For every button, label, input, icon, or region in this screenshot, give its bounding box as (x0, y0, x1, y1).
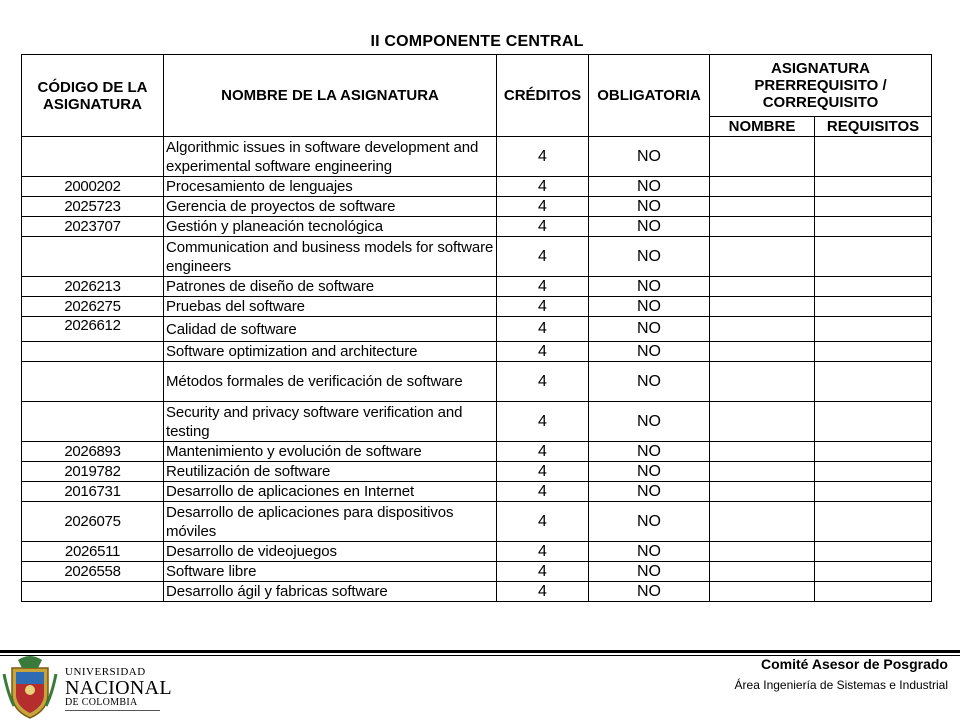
courses-table-body (22, 137, 932, 602)
prereq-name-cell (710, 402, 815, 442)
table-row (22, 442, 932, 462)
table-row (22, 542, 932, 562)
course-credits: 4 (497, 217, 589, 237)
course-name: Pruebas del software (164, 297, 497, 317)
course-credits: 4 (497, 237, 589, 277)
course-mandatory: NO (589, 342, 710, 362)
course-name: Patrones de diseño de software (164, 277, 497, 297)
course-credits: 4 (497, 502, 589, 542)
course-code: 2016731 (22, 482, 164, 502)
course-code: 2023707 (22, 217, 164, 237)
course-name: Gestión y planeación tecnológica (164, 217, 497, 237)
prereq-name-cell (710, 502, 815, 542)
header-prereq-name: NOMBRE (710, 117, 815, 137)
course-mandatory: NO (589, 362, 710, 402)
prereq-name-cell (710, 237, 815, 277)
course-credits: 4 (497, 582, 589, 602)
course-mandatory: NO (589, 297, 710, 317)
wordmark-rule (65, 710, 160, 711)
course-credits: 4 (497, 402, 589, 442)
course-mandatory: NO (589, 217, 710, 237)
prereq-name-cell (710, 362, 815, 402)
course-mandatory: NO (589, 462, 710, 482)
prereq-name-cell (710, 317, 815, 342)
course-credits: 4 (497, 562, 589, 582)
course-credits: 4 (497, 297, 589, 317)
table-row (22, 297, 932, 317)
prereq-name-cell (710, 277, 815, 297)
prereq-requirements-cell (815, 197, 932, 217)
course-name: Desarrollo de aplicaciones para dispositivos móviles (164, 502, 497, 542)
course-mandatory: NO (589, 277, 710, 297)
course-mandatory: NO (589, 237, 710, 277)
course-mandatory: NO (589, 402, 710, 442)
university-line3: DE COLOMBIA (65, 697, 138, 708)
course-credits: 4 (497, 362, 589, 402)
prereq-name-cell (710, 462, 815, 482)
course-credits: 4 (497, 277, 589, 297)
course-credits: 4 (497, 137, 589, 177)
table-row (22, 402, 932, 442)
header-credits: CRÉDITOS (497, 55, 589, 137)
table-row (22, 317, 932, 342)
course-name: Security and privacy software verification and testing (164, 402, 497, 442)
university-line2: NACIONAL (65, 677, 172, 699)
table-row (22, 277, 932, 297)
course-credits: 4 (497, 542, 589, 562)
course-code: 2026893 (22, 442, 164, 462)
prereq-name-cell (710, 542, 815, 562)
section-title: II COMPONENTE CENTRAL (370, 33, 584, 50)
course-name: Software libre (164, 562, 497, 582)
courses-table (21, 54, 932, 602)
course-name: Communication and business models for software engineers (164, 237, 497, 277)
course-name: Gerencia de proyectos de software (164, 197, 497, 217)
footer-rule (0, 650, 960, 653)
table-row (22, 362, 932, 402)
table-row (22, 217, 932, 237)
course-mandatory: NO (589, 442, 710, 462)
prereq-name-cell (710, 342, 815, 362)
prereq-requirements-cell (815, 462, 932, 482)
course-credits: 4 (497, 442, 589, 462)
course-code: 2026075 (22, 502, 164, 542)
course-code (22, 137, 164, 177)
header-prereq-requirements: REQUISITOS (815, 117, 932, 137)
prereq-requirements-cell (815, 137, 932, 177)
prereq-requirements-cell (815, 317, 932, 342)
course-mandatory: NO (589, 197, 710, 217)
course-code (22, 237, 164, 277)
course-code: 2026511 (22, 542, 164, 562)
prereq-requirements-cell (815, 442, 932, 462)
header-prereq: ASIGNATURA PRERREQUISITO / CORREQUISITO (710, 55, 932, 117)
prereq-requirements-cell (815, 217, 932, 237)
prereq-requirements-cell (815, 542, 932, 562)
table-row (22, 237, 932, 277)
prereq-requirements-cell (815, 482, 932, 502)
table-row (22, 562, 932, 582)
table-row (22, 342, 932, 362)
university-shield-icon (2, 654, 58, 720)
course-credits: 4 (497, 462, 589, 482)
course-name: Reutilización de software (164, 462, 497, 482)
course-credits: 4 (497, 482, 589, 502)
course-credits: 4 (497, 342, 589, 362)
prereq-name-cell (710, 217, 815, 237)
header-code: CÓDIGO DE LA ASIGNATURA (22, 55, 164, 137)
course-name: Algorithmic issues in software development and experimental software engineering (164, 137, 497, 177)
course-code: 2026612 (22, 317, 164, 342)
course-mandatory: NO (589, 317, 710, 342)
course-name: Métodos formales de verificación de software (164, 362, 497, 402)
university-line1: UNIVERSIDAD (65, 666, 146, 678)
prereq-name-cell (710, 197, 815, 217)
course-mandatory: NO (589, 137, 710, 177)
prereq-requirements-cell (815, 177, 932, 197)
course-credits: 4 (497, 197, 589, 217)
course-code: 2026213 (22, 277, 164, 297)
table-row (22, 582, 932, 602)
prereq-name-cell (710, 177, 815, 197)
header-mandatory: OBLIGATORIA (589, 55, 710, 137)
university-wordmark (65, 667, 172, 711)
prereq-name-cell (710, 442, 815, 462)
table-row (22, 482, 932, 502)
table-row (22, 502, 932, 542)
course-code (22, 362, 164, 402)
prereq-requirements-cell (815, 402, 932, 442)
course-name: Desarrollo de aplicaciones en Internet (164, 482, 497, 502)
prereq-requirements-cell (815, 582, 932, 602)
prereq-name-cell (710, 297, 815, 317)
course-code (22, 582, 164, 602)
table-row (22, 462, 932, 482)
prereq-name-cell (710, 482, 815, 502)
prereq-requirements-cell (815, 237, 932, 277)
course-credits: 4 (497, 317, 589, 342)
course-mandatory: NO (589, 542, 710, 562)
prereq-name-cell (710, 562, 815, 582)
course-mandatory: NO (589, 482, 710, 502)
course-name: Desarrollo de videojuegos (164, 542, 497, 562)
prereq-requirements-cell (815, 342, 932, 362)
course-name: Software optimization and architecture (164, 342, 497, 362)
course-code: 2019782 (22, 462, 164, 482)
course-mandatory: NO (589, 502, 710, 542)
prereq-requirements-cell (815, 277, 932, 297)
area-name: Área Ingeniería de Sistemas e Industrial (734, 678, 948, 692)
course-code: 2000202 (22, 177, 164, 197)
course-name: Mantenimiento y evolución de software (164, 442, 497, 462)
prereq-requirements-cell (815, 297, 932, 317)
prereq-requirements-cell (815, 362, 932, 402)
course-name: Calidad de software (164, 317, 497, 342)
course-code (22, 342, 164, 362)
course-credits: 4 (497, 177, 589, 197)
course-mandatory: NO (589, 177, 710, 197)
prereq-name-cell (710, 137, 815, 177)
course-code (22, 402, 164, 442)
committee-name: Comité Asesor de Posgrado (761, 656, 948, 672)
table-row (22, 197, 932, 217)
course-mandatory: NO (589, 582, 710, 602)
course-name: Procesamiento de lenguajes (164, 177, 497, 197)
course-mandatory: NO (589, 562, 710, 582)
course-name: Desarrollo ágil y fabricas software (164, 582, 497, 602)
course-code: 2026275 (22, 297, 164, 317)
prereq-requirements-cell (815, 502, 932, 542)
table-row (22, 137, 932, 177)
course-code: 2025723 (22, 197, 164, 217)
header-name: NOMBRE DE LA ASIGNATURA (164, 55, 497, 137)
prereq-requirements-cell (815, 562, 932, 582)
prereq-name-cell (710, 582, 815, 602)
table-row (22, 177, 932, 197)
course-code: 2026558 (22, 562, 164, 582)
